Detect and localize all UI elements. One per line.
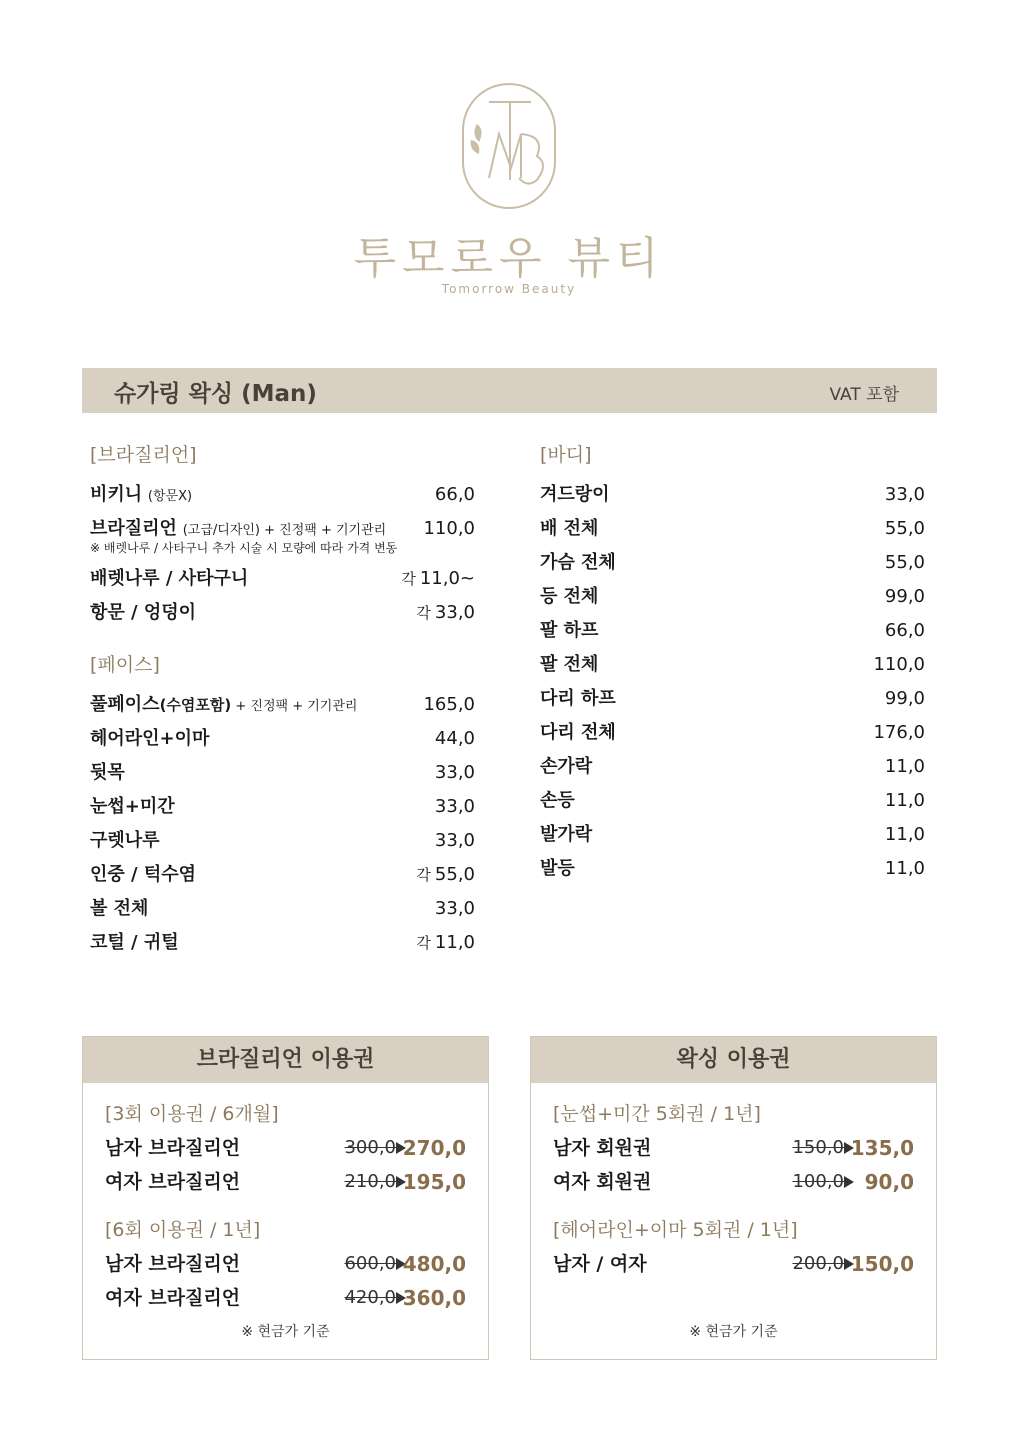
section-title: 슈가링 왁싱 (Man) <box>114 381 317 407</box>
item-name: 눈썹+미간 <box>90 796 175 817</box>
pass-row <box>553 1247 914 1281</box>
item-price-group <box>435 824 475 858</box>
item-name: 코털 / 귀털 <box>90 932 179 953</box>
vat-label: VAT 포함 <box>829 385 899 405</box>
original-price: 600,0 <box>344 1253 396 1274</box>
item-name: 구렛나루 <box>90 830 160 851</box>
cash-price-note: ※ 현금가 기준 <box>689 1324 778 1340</box>
price-row <box>90 790 475 824</box>
item-name: 팔 하프 <box>540 620 599 641</box>
item-price: 66,0 <box>434 484 475 505</box>
pass-name: 여자 회원권 <box>553 1171 652 1193</box>
price-row <box>540 750 925 784</box>
item-price: 55,0 <box>884 552 925 573</box>
item-name: 등 전체 <box>540 586 599 607</box>
item-name: 배렛나루 / 사타구니 <box>90 568 249 589</box>
body-price-list <box>540 478 925 886</box>
item-price: 11,0 <box>884 824 925 845</box>
original-price: 150,0 <box>792 1137 844 1158</box>
price-row <box>540 648 925 682</box>
spacer <box>553 1199 914 1213</box>
item-price: 55,0 <box>434 864 475 885</box>
price-row <box>540 512 925 546</box>
item-name: 비키니 <box>90 484 143 505</box>
item-price: 99,0 <box>884 586 925 607</box>
discount-price: 90,0 <box>864 1170 914 1194</box>
price-row-bikini <box>90 478 475 512</box>
item-name: 손등 <box>540 790 575 811</box>
item-name: 헤어라인+이마 <box>90 728 210 749</box>
spacer <box>105 1199 466 1213</box>
original-price: 200,0 <box>792 1253 844 1274</box>
waxing-pass-box <box>530 1036 937 1360</box>
item-price: 11,0 <box>884 790 925 811</box>
price-row <box>540 580 925 614</box>
item-price: 176,0 <box>873 722 925 743</box>
item-price: 33,0 <box>434 830 475 851</box>
pass-body <box>553 1097 914 1281</box>
price-row-anus <box>90 596 475 630</box>
price-row-brazilian <box>90 512 475 546</box>
discount-price: 150,0 <box>850 1252 914 1276</box>
price-row <box>540 682 925 716</box>
price-row <box>540 614 925 648</box>
pass-title: 왁싱 이용권 <box>531 1037 936 1083</box>
pass-category: [3회 이용권 / 6개월] <box>105 1103 279 1125</box>
item-sub: + 진정팩 + 기기관리 <box>231 699 358 714</box>
price-row-sideburn <box>90 562 475 596</box>
item-price-group <box>416 926 475 960</box>
item-price: 110,0 <box>423 518 475 539</box>
item-price: 33,0 <box>434 762 475 783</box>
item-price: 165,0 <box>423 694 475 715</box>
item-name: 가슴 전체 <box>540 552 616 573</box>
item-price: 55,0 <box>884 518 925 539</box>
original-price: 420,0 <box>344 1287 396 1308</box>
item-price: 33,0 <box>884 484 925 505</box>
brand-logo <box>0 80 1018 212</box>
pass-category: [눈썹+미간 5회권 / 1년] <box>553 1103 761 1125</box>
pass-name: 남자 회원권 <box>553 1137 652 1159</box>
price-row <box>90 892 475 926</box>
pass-category: [헤어라인+이마 5회권 / 1년] <box>553 1219 798 1241</box>
item-name: 손가락 <box>540 756 593 777</box>
category-face: [페이스] <box>90 654 160 676</box>
price-row <box>90 722 475 756</box>
item-price-group <box>401 562 475 596</box>
item-price: 66,0 <box>884 620 925 641</box>
item-price: 99,0 <box>884 688 925 709</box>
item-name: 발등 <box>540 858 575 879</box>
price-row <box>540 818 925 852</box>
each-prefix: 각 <box>416 604 431 622</box>
pass-row <box>553 1131 914 1165</box>
item-name: 겨드랑이 <box>540 484 610 505</box>
brazilian-pass-box <box>82 1036 489 1360</box>
item-price-group <box>416 858 475 892</box>
pass-row <box>105 1131 466 1165</box>
price-row <box>540 478 925 512</box>
item-name: 항문 / 엉덩이 <box>90 602 197 623</box>
item-name: 다리 전체 <box>540 722 616 743</box>
brand-name-english: Tomorrow Beauty <box>441 282 577 296</box>
pass-name: 남자 브라질리언 <box>105 1253 241 1275</box>
price-row <box>540 784 925 818</box>
item-price: 11,0 <box>434 932 475 953</box>
pass-title: 브라질리언 이용권 <box>83 1037 488 1083</box>
item-name: 다리 하프 <box>540 688 616 709</box>
item-price-group <box>423 688 475 722</box>
each-prefix: 각 <box>401 570 416 588</box>
item-price-group <box>416 596 475 630</box>
price-row <box>90 926 475 960</box>
pass-row <box>105 1165 466 1199</box>
discount-price: 135,0 <box>850 1136 914 1160</box>
item-price: 44,0 <box>434 728 475 749</box>
item-name: 뒷목 <box>90 762 125 783</box>
item-price: 33,0 <box>434 602 475 623</box>
item-price-group <box>435 790 475 824</box>
item-price: 33,0 <box>434 898 475 919</box>
item-name: 볼 전체 <box>90 898 149 919</box>
pass-name: 남자 브라질리언 <box>105 1137 241 1159</box>
item-price: 110,0 <box>873 654 925 675</box>
original-price: 210,0 <box>344 1171 396 1192</box>
item-name-sub: (수염포함) <box>159 696 232 714</box>
item-name: 팔 전체 <box>540 654 599 675</box>
face-price-list <box>90 688 475 960</box>
price-row <box>540 852 925 886</box>
discount-price: 480,0 <box>402 1252 466 1276</box>
item-price: 11,0~ <box>419 568 475 589</box>
left-price-column <box>90 440 475 960</box>
pass-row <box>105 1247 466 1281</box>
brand-name-korean: 투모로우 뷰티 <box>353 233 665 284</box>
price-row <box>90 858 475 892</box>
brand-monogram-icon <box>449 80 569 212</box>
discount-price: 270,0 <box>402 1136 466 1160</box>
each-prefix: 각 <box>416 934 431 952</box>
item-name: 배 전체 <box>540 518 599 539</box>
discount-price: 195,0 <box>402 1170 466 1194</box>
item-name: 풀페이스 <box>90 694 160 715</box>
item-name: 브라질리언 <box>90 518 177 539</box>
pass-body <box>105 1097 466 1315</box>
price-row <box>90 824 475 858</box>
each-prefix: 각 <box>416 866 431 884</box>
original-price: 100,0 <box>792 1171 844 1192</box>
original-price: 300,0 <box>344 1137 396 1158</box>
price-row <box>90 756 475 790</box>
arrow-right-icon <box>844 1176 854 1188</box>
item-price: 33,0 <box>434 796 475 817</box>
item-price: 11,0 <box>884 756 925 777</box>
cash-price-note: ※ 현금가 기준 <box>241 1324 330 1340</box>
price-row <box>90 688 475 722</box>
price-row <box>540 546 925 580</box>
item-price: 11,0 <box>884 858 925 879</box>
item-price-group <box>435 892 475 926</box>
pass-row <box>105 1281 466 1315</box>
category-brazilian: [브라질리언] <box>90 444 197 466</box>
right-price-column <box>540 440 925 886</box>
pass-name: 여자 브라질리언 <box>105 1171 241 1193</box>
item-sub: (고급/디자인) + 진정팩 + 기기관리 <box>182 523 387 538</box>
category-body: [바디] <box>540 444 592 466</box>
item-price-group <box>435 756 475 790</box>
section-header <box>82 368 937 413</box>
price-note: ※ 배렛나루 / 사타구니 추가 시술 시 모량에 따라 가격 변동 <box>90 541 398 555</box>
pass-name: 여자 브라질리언 <box>105 1287 241 1309</box>
item-name: 발가락 <box>540 824 593 845</box>
pass-name: 남자 / 여자 <box>553 1253 647 1275</box>
item-name: 인중 / 턱수염 <box>90 864 197 885</box>
discount-price: 360,0 <box>402 1286 466 1310</box>
item-sub: (항문X) <box>147 489 193 504</box>
pass-row <box>553 1165 914 1199</box>
pass-category: [6회 이용권 / 1년] <box>105 1219 261 1241</box>
price-row <box>540 716 925 750</box>
item-price-group <box>435 722 475 756</box>
